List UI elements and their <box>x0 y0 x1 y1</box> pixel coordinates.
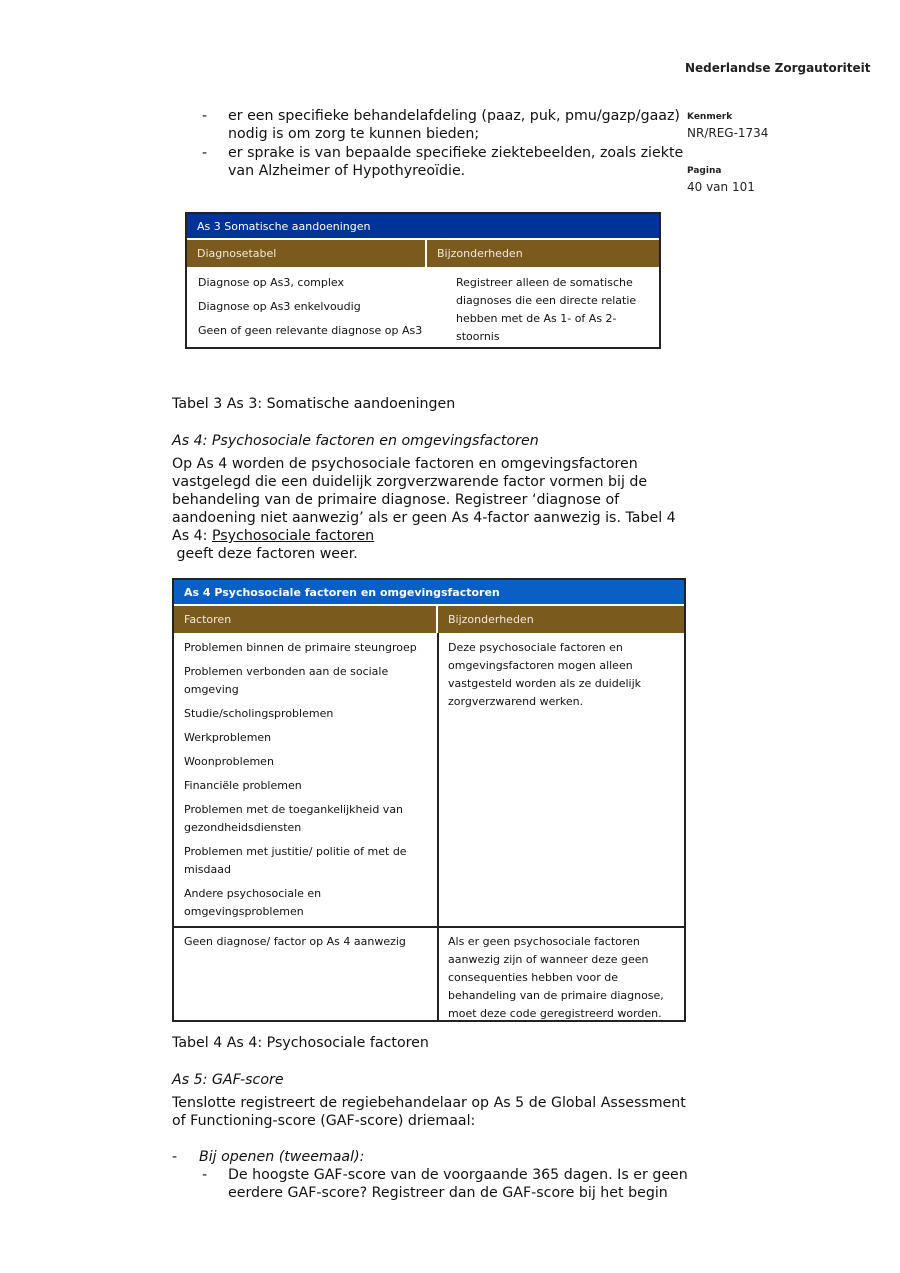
cell-line: aanwezig zijn of wanneer deze geen <box>448 953 649 966</box>
kenmerk-label: Kenmerk <box>687 112 733 122</box>
table-as4-title: As 4 Psychosociale factoren en omgevingsfactoren <box>174 580 684 604</box>
table-as4 <box>172 578 686 1022</box>
cell-line: moet deze code geregistreerd worden. <box>448 1007 662 1020</box>
row-divider <box>174 926 684 928</box>
bullet-text: van Alzheimer of Hypothyreoïdie. <box>228 163 466 179</box>
table-as4-row1-col2 <box>448 639 641 711</box>
paragraph-text: As 4: <box>172 528 212 544</box>
cell-line: behandeling van de primaire diagnose, <box>448 989 664 1002</box>
table-row: Problemen binnen de primaire steungroep <box>184 641 417 654</box>
table-row: Financiële problemen <box>184 779 302 792</box>
cell-line: consequenties hebben voor de <box>448 971 618 984</box>
table-as4-header-row <box>174 606 684 633</box>
table-row: Problemen verbonden aan de sociale omgeving <box>184 665 389 696</box>
cell-line: zorgverzwarend werken. <box>448 695 584 708</box>
paragraph-line: geeft deze factoren weer. <box>172 546 358 562</box>
table-row: Diagnose op As3 enkelvoudig <box>198 300 361 313</box>
cell-line: vastgesteld worden als ze duidelijk <box>448 677 642 690</box>
pagina-value: 40 van 101 <box>687 180 755 194</box>
paragraph-line: Op As 4 worden de psychosociale factoren en omgevingsfactoren <box>172 456 638 472</box>
col-header-diagnosetabel: Diagnosetabel <box>187 240 427 267</box>
table-row: Studie/scholingsproblemen <box>184 707 334 720</box>
sub-bullet-line: eerdere GAF-score? Registreer dan de GAF-score bij het begin <box>228 1185 668 1201</box>
bullet-dash: - <box>202 108 208 124</box>
table-as4-row1-col1 <box>184 639 429 921</box>
section4-heading: As 4: Psychosociale factoren en omgevingsfactoren <box>172 433 539 449</box>
organization-name: Nederlandse Zorgautoriteit <box>685 61 871 75</box>
bullet-text: Bij openen (tweemaal): <box>199 1149 365 1165</box>
cell-line: stoornis <box>456 330 500 343</box>
paragraph-line: behandeling van de primaire diagnose. Registreer ‘diagnose of <box>172 492 620 508</box>
kenmerk-value: NR/REG-1734 <box>687 126 769 140</box>
table-row: Problemen met de toegankelijkheid van gezondheidsdiensten <box>184 803 404 834</box>
table3-caption: Tabel 3 As 3: Somatische aandoeningen <box>172 396 456 412</box>
table-as3-col2 <box>456 274 636 346</box>
paragraph-line: aandoening niet aanwezig’ als er geen As 4-factor aanwezig is. Tabel 4 <box>172 510 676 526</box>
section4-paragraph <box>172 455 676 563</box>
table-row: Diagnose op As3, complex <box>198 276 345 289</box>
paragraph-line: Tenslotte registreert de regiebehandelaar op As 5 de Global Assessment <box>172 1095 686 1111</box>
table-as4-row2-col1: Geen diagnose/ factor op As 4 aanwezig <box>184 935 406 948</box>
bullet-text: er sprake is van bepaalde specifieke ziektebeelden, zoals ziekte <box>228 145 684 161</box>
cell-line: Als er geen psychosociale factoren <box>448 935 640 948</box>
section5-paragraph <box>172 1094 686 1130</box>
bullet-dash: - <box>202 145 208 161</box>
cell-line: hebben met de As 1- of As 2- <box>456 312 617 325</box>
cell-line: Deze psychosociale factoren en <box>448 641 623 654</box>
table-as3-col1 <box>198 274 422 346</box>
column-divider <box>437 633 439 1020</box>
table-as3 <box>185 212 661 349</box>
col-header-bijzonderheden: Bijzonderheden <box>437 247 523 260</box>
table-as3-title: As 3 Somatische aandoeningen <box>187 214 659 238</box>
bullet-text: er een specifieke behandelafdeling (paaz, puk, pmu/gazp/gaaz) <box>228 108 680 124</box>
table4-reference-link[interactable]: Psychosociale factoren <box>211 528 375 544</box>
paragraph-line <box>172 527 676 545</box>
cell-line: Registreer alleen de somatische <box>456 276 633 289</box>
col-header-bijzonderheden: Bijzonderheden <box>448 613 534 626</box>
bullet-dash: - <box>172 1149 178 1165</box>
pagina-label: Pagina <box>687 166 722 176</box>
table4-caption: Tabel 4 As 4: Psychosociale factoren <box>172 1035 429 1051</box>
table-row: Andere psychosociale en omgevingsproblemen <box>184 887 322 918</box>
cell-line: diagnoses die een directe relatie <box>456 294 637 307</box>
table-row: Werkproblemen <box>184 731 272 744</box>
table-as3-header-row <box>187 240 659 267</box>
section5-heading: As 5: GAF-score <box>172 1072 284 1088</box>
bullet-text: nodig is om zorg te kunnen bieden; <box>228 126 480 142</box>
table-row: Geen of geen relevante diagnose op As3 <box>198 324 423 337</box>
table-as4-row2-col2 <box>448 933 664 1023</box>
sub-bullet-line: De hoogste GAF-score van de voorgaande 365 dagen. Is er geen <box>228 1167 688 1183</box>
table-row: Woonproblemen <box>184 755 274 768</box>
paragraph-line: vastgelegd die een duidelijk zorgverzwarende factor vormen bij de <box>172 474 648 490</box>
sub-bullet-dash: - <box>202 1167 208 1183</box>
cell-line: omgevingsfactoren mogen alleen <box>448 659 633 672</box>
paragraph-line: of Functioning-score (GAF-score) driemaal: <box>172 1113 476 1129</box>
table-row: Problemen met justitie/ politie of met de misdaad <box>184 845 407 876</box>
sub-bullet-text <box>228 1166 688 1202</box>
col-header-factoren: Factoren <box>174 606 438 633</box>
